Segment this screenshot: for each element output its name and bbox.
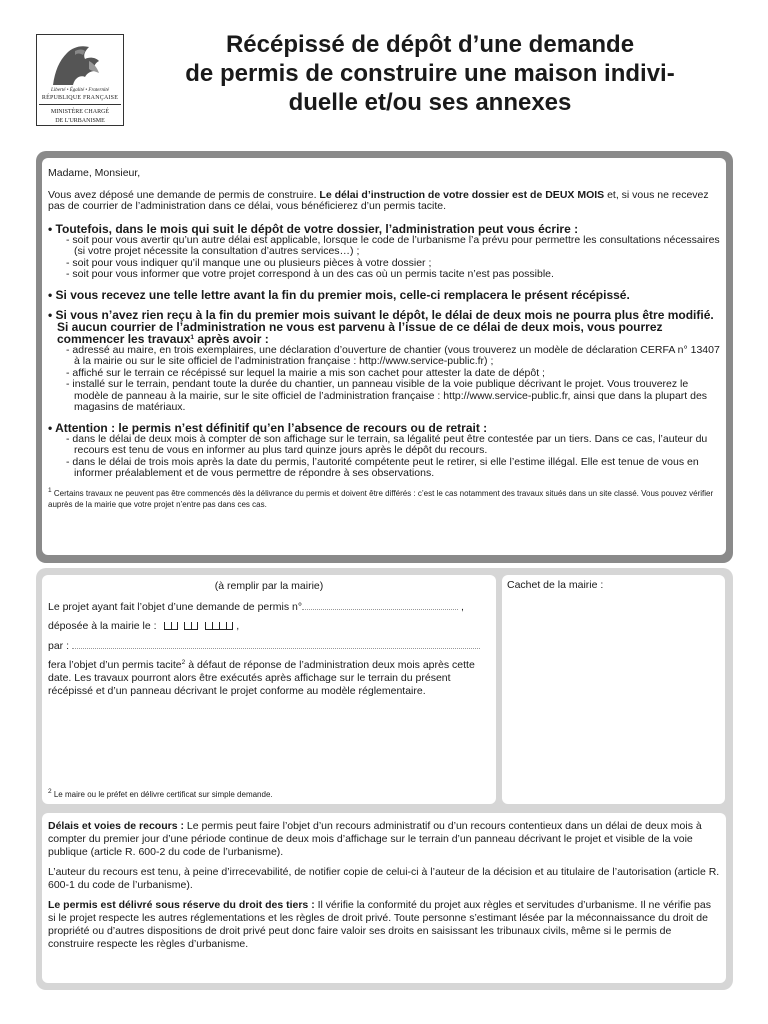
- bullet-3-title-tail: après avoir :: [194, 331, 269, 346]
- footnote-2-mark: 2: [48, 788, 52, 795]
- recours-paragraph-3: [48, 899, 720, 951]
- logo-motto: Liberté • Égalité • Fraternité: [51, 88, 109, 93]
- recours-paragraph-2: [48, 866, 720, 892]
- date-year-field[interactable]: [205, 620, 233, 632]
- list-item: - adressé au maire, en trois exemplaires, une déclaration d’ouverture de chantier (vous trouverez un modèle de déclaration CERFA n° 13407 à la mairie ou sur le site officiel de l’administration française : http://www.service-public.fr) ;: [66, 343, 720, 367]
- title-line3: duelle et/ou ses annexes: [288, 89, 572, 116]
- footnote-1-mark: 1: [48, 486, 52, 494]
- date-month-field[interactable]: [184, 620, 198, 632]
- bullet-4-title-text: Attention : le permis n’est définitif qu’en l’absence de recours ou de retrait :: [55, 420, 488, 435]
- footnote-2-text: Le maire ou le préfet en délivre certificat sur simple demande.: [51, 790, 273, 799]
- title-line2: de permis de construire une maison indivi-: [185, 60, 675, 87]
- list-item: - installé sur le terrain, pendant toute la durée du chantier, un panneau visible de la voie publique décrivant le projet. Vous trouverez le modèle de panneau à la mairie, sur le site officiel de l’administration française : http://www.service-public.fr, ainsi que dans la plupart des magasins de matériaux.: [66, 378, 708, 413]
- list-item: - affiché sur le terrain ce récépissé sur lequel la mairie a mis son cachet pour attester la date de dépôt ;: [66, 366, 545, 379]
- recours-text-3: Il vérifie la conformité du projet aux règles et servitudes d’urbanisme. Il ne vérifie pas si le projet respecte les autres réglementations et les règles de droit privé. Toute personne s’estimant lésée par la méconnaissance du droit de propriété ou d’autres dispositions de droit privé peut donc faire valoir ses droits en saisissant les tribunaux civils, même si le permis de construire respecte les règles d’urbanisme.: [48, 899, 711, 950]
- bullet-3-title: • Si vous n’avez rien reçu à la fin du premier mois suivant le dépôt, le délai de deux mois ne pourra plus être modifié. Si aucun courrier de l’administration ne vous est parvenu à l’issue de ce délai de deux mois, vous pourrez commencer les travaux$^1$ après avoir :: [48, 307, 714, 346]
- list-item: - dans le délai de deux mois à compter de son affichage sur le terrain, sa légalité peut être contestée par un tiers. Dans ce cas, l’auteur du recours est tenu de vous en informer au plus tard quinze jours après le dépôt du recours.: [66, 432, 708, 456]
- bullet-1-title: • Toutefois, dans le mois qui suit le dépôt de votre dossier, l’administration peut vous écrire :: [48, 221, 579, 236]
- tacite-text-b: à défaut de réponse de l’administration deux mois après cette date. Les travaux pourront alors être exécutés après affichage sur le terrain du présent récépissé et d’un panneau décrivant le projet conforme au modèle réglementaire.: [48, 659, 475, 697]
- projet-number-field[interactable]: [302, 609, 458, 610]
- par-label: par :: [48, 640, 70, 652]
- depose-label: déposée à la mairie le :: [48, 620, 157, 632]
- cachet-box[interactable]: [502, 575, 725, 804]
- projet-row: Le projet ayant fait l’objet d’une demande de permis n° ,: [48, 601, 464, 613]
- recours-text-2: L’auteur du recours est tenu, à peine d’irrecevabilité, de notifier copie de celui-ci à l’auteur de la décision et au titulaire de l’autorisation (article R. 600-1 du code de l’urbanisme).: [48, 866, 720, 891]
- title-line1: Récépissé de dépôt d’une demande: [225, 31, 635, 58]
- republique-francaise-logo: [36, 34, 124, 126]
- recours-title-1: Délais et voies de recours :: [48, 820, 187, 832]
- intro-text-a: Vous avez déposé une demande de permis de construire.: [48, 188, 320, 201]
- logo-ministry-line2: DE L'URBANISME: [55, 118, 105, 124]
- list-item: - soit pour vous informer que votre projet correspond à un des cas où un permis tacite n’est pas possible.: [66, 268, 554, 280]
- recours-paragraph-1: [48, 820, 720, 859]
- tacite-text-a: fera l’objet d’un permis tacite: [48, 659, 182, 671]
- footnote-ref-2: 2: [181, 659, 186, 666]
- intro-text-c: et, si vous ne recevez pas de courrier de l’administration dans ce délai, vous bénéficierez d’un permis tacite.: [48, 188, 709, 212]
- logo-republic: RÉPUBLIQUE FRANÇAISE: [41, 95, 119, 101]
- par-field[interactable]: [72, 648, 480, 649]
- notice-panel: [42, 158, 726, 555]
- list-item: - dans le délai de trois mois après la date du permis, l’autorité compétente peut le retirer, si elle l’estime illégal. Elle est tenue de vous en informer préalablement et de vous permettre de répondre à ses observations.: [66, 455, 699, 479]
- depose-row: déposée à la mairie le : ,: [48, 620, 240, 632]
- marianne-logo-icon: [45, 41, 115, 87]
- par-row: [48, 640, 480, 652]
- bullet-3-list: [48, 345, 720, 414]
- footnote-1: [48, 488, 720, 510]
- recours-text-1: Le permis peut faire l’objet d’un recours administratif ou d’un recours contentieux dans un délai de deux mois à compter du premier jour d’une période continue de deux mois d’affichage sur le terrain d’un panneau décrivant le projet et visible de la voie publique (article R. 600-2 du code de l’urbanisme).: [48, 820, 702, 858]
- logo-ministry-line1: MINISTÈRE CHARGÉ: [50, 109, 110, 115]
- list-item: - soit pour vous indiquer qu’il manque une ou plusieurs pièces à votre dossier ;: [66, 256, 432, 269]
- projet-label: Le projet ayant fait l’objet d’une demande de permis n°: [48, 601, 303, 613]
- footnote-1-text: Certains travaux ne peuvent pas être commencés dès la délivrance du permis et doivent être différés : c’est le cas notamment des travaux situés dans un site classé. Vous pouvez vérifier auprès de la mairie que votre projet n’entre pas dans ces cas.: [48, 488, 714, 509]
- logo-divider: [39, 104, 121, 105]
- bullet-2-title-text: Si vous recevez une telle lettre avant la fin du premier mois, celle-ci remplacera le présent récépissé.: [55, 287, 630, 302]
- intro-text-bold: Le délai d’instruction de votre dossier est de DEUX MOIS: [319, 188, 605, 201]
- mairie-form: [42, 575, 496, 804]
- recours-title-3: Le permis est délivré sous réserve du droit des tiers :: [48, 899, 318, 911]
- cachet-label: Cachet de la mairie :: [507, 579, 604, 591]
- page-title: [150, 30, 710, 117]
- greeting: Madame, Monsieur,: [48, 167, 141, 179]
- bullet-4-title: • Attention : le permis n’est définitif qu’en l’absence de recours ou de retrait :: [48, 420, 488, 435]
- tacite-paragraph: [48, 659, 490, 698]
- bullet-1-list: [48, 235, 720, 281]
- recours-section: [42, 813, 726, 983]
- bullet-2-title: • Si vous recevez une telle lettre avant la fin du premier mois, celle-ci remplacera le présent récépissé.: [48, 287, 630, 302]
- footnote-2: [48, 790, 273, 799]
- list-item: - soit pour vous avertir qu’un autre délai est applicable, lorsque le code de l’urbanisme l’a prévu pour permettre les consultations nécessaires (si votre projet nécessite la consultation d’autres services…) ;: [66, 233, 720, 257]
- footnote-ref-1: 1: [190, 333, 195, 341]
- mairie-heading: (à remplir par la mairie): [214, 580, 324, 592]
- bullet-1-title-text: Toutefois, dans le mois qui suit le dépôt de votre dossier, l’administration peut vous écrire :: [55, 221, 579, 236]
- bullet-4-list: [48, 434, 720, 480]
- intro-paragraph: [48, 190, 720, 213]
- date-day-field[interactable]: [164, 620, 178, 632]
- logo-ministry: [37, 108, 123, 126]
- bullet-3-title-text: Si vous n’avez rien reçu à la fin du premier mois suivant le dépôt, le délai de deux mois ne pourra plus être modifié. Si aucun courrier de l’administration ne vous est parvenu à l’issue de ce délai de deux mois, vous pourrez commencer les travaux: [55, 307, 714, 346]
